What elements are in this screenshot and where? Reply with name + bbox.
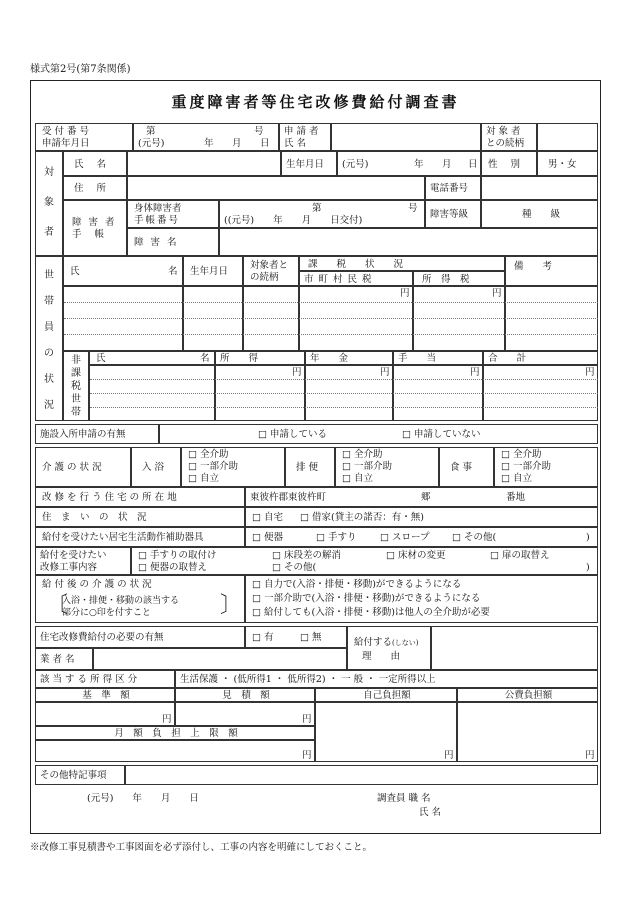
go-label: 号 <box>254 126 264 137</box>
relation-label-1: 対 象 者 <box>486 126 521 137</box>
after-note-2: 部分に○印を付すこと <box>62 608 151 618</box>
disability-name-label: 障 害 名 <box>134 237 179 248</box>
self-pay-yen: 円 <box>444 750 454 761</box>
work-label-1: 給付を受けたい <box>40 550 107 561</box>
toilet-label-cell <box>285 447 335 487</box>
living-label-cell <box>35 507 245 527</box>
nt-total-header <box>483 351 598 365</box>
monthly-limit-header <box>35 726 315 740</box>
public-pay-yen: 円 <box>585 750 595 761</box>
tax-income-label: 所 得 税 <box>422 274 470 285</box>
facility-no-checkbox[interactable]: □ 申請していない <box>402 429 481 440</box>
card-label-cell <box>127 200 219 228</box>
disability-name-field[interactable] <box>219 228 598 256</box>
subject-side-label: 対象者 <box>44 167 54 238</box>
rent-house-checkbox[interactable]: □ 借家(貸主の諾否：有・無) <box>300 512 424 523</box>
work-floor-checkbox[interactable]: □ 床材の変更 <box>386 550 446 561</box>
contractor-field[interactable] <box>93 648 347 670</box>
h-relation-header <box>243 256 299 286</box>
nontax-side-label: 非課税世帯 <box>71 355 81 418</box>
relation-label-cell <box>481 123 537 151</box>
gengo-label: (元号) <box>138 138 165 149</box>
nt-name-header <box>89 351 215 365</box>
reason-label-cell <box>347 626 431 670</box>
public-pay-field[interactable] <box>457 702 598 762</box>
location-field[interactable] <box>245 487 598 507</box>
handbook-label-2: 手 帳 <box>72 229 110 240</box>
h-name-label-1: 氏 <box>70 266 80 277</box>
income-class-label-cell <box>35 670 175 688</box>
sex-field[interactable] <box>537 151 598 176</box>
survey-form <box>30 80 601 834</box>
card-label-2: 手帳番号 <box>134 215 181 226</box>
card-go-label: 号 <box>408 203 418 214</box>
day-label: 日 <box>260 138 270 149</box>
reason-label-1: 給付する(しない) <box>354 637 419 648</box>
device-rail-checkbox[interactable]: □ 手すり <box>316 532 357 543</box>
h-row-divider <box>64 334 598 335</box>
sex-value: 男・女 <box>548 159 577 170</box>
tax-header <box>299 256 505 271</box>
subject-side-cell <box>35 151 63 256</box>
facility-yes-checkbox[interactable]: □ 申請している <box>258 429 327 440</box>
after-self-checkbox[interactable]: □ 自力で(入浴・排便・移動)ができるようになる <box>252 579 462 590</box>
bath-options <box>181 447 285 487</box>
income-class-options[interactable] <box>175 670 598 688</box>
birth-year-label: 年 <box>414 159 424 170</box>
card-dai-label: 第 <box>312 203 322 214</box>
nontax-side-cell <box>63 351 89 421</box>
income-class-values: 生活保護 ・ (低所得1 ・ 低所得2) ・ 一 般 ・ 一定所得以上 <box>180 674 436 685</box>
aid-device-options <box>245 527 598 547</box>
work-door-checkbox[interactable]: □ 扉の取替え <box>490 550 550 561</box>
meal-label-cell <box>439 447 494 487</box>
device-other-checkbox[interactable]: □ その他( <box>452 532 497 543</box>
birth-label-cell <box>281 151 337 176</box>
h-relation-label-2: の続柄 <box>250 272 279 283</box>
meal-part-checkbox[interactable]: □ 一部介助 <box>501 461 551 472</box>
grade-value: 種 級 <box>522 209 561 220</box>
base-amount-field[interactable] <box>35 702 175 726</box>
footer-date: (元号) 年 月 日 <box>87 793 199 804</box>
nt-row-divider <box>90 379 598 380</box>
grade-field[interactable] <box>481 200 598 228</box>
nt-total-label: 合 計 <box>488 353 527 364</box>
birth-month-label: 月 <box>442 159 452 170</box>
necessity-options <box>245 626 347 648</box>
household-side-cell <box>35 256 63 421</box>
nt-pension-label: 年 金 <box>310 353 349 364</box>
toilet-part-checkbox[interactable]: □ 一部介助 <box>342 461 392 472</box>
estimate-header <box>175 688 315 702</box>
monthly-limit-yen: 円 <box>302 750 312 761</box>
living-label: 住 ま い の 状 況 <box>42 512 147 523</box>
bath-full-checkbox[interactable]: □ 全介助 <box>188 449 229 460</box>
relation-label-2: との続柄 <box>486 138 525 149</box>
form-number: 様式第2号(第7条関係) <box>30 64 131 75</box>
h-name-header <box>63 256 183 286</box>
address-label: 住 所 <box>74 183 112 194</box>
monthly-limit-label: 月 額 負 担 上 限 額 <box>114 728 238 739</box>
form-title: 重度障害者等住宅改修費給付調査書 <box>171 93 460 111</box>
meal-options <box>494 447 598 487</box>
facility-label: 施設入所申請の有無 <box>40 429 126 440</box>
location-label-cell <box>35 487 245 507</box>
nt-income-header <box>215 351 305 365</box>
work-other-checkbox[interactable]: □ その他( <box>272 562 317 573</box>
h-row-divider <box>64 318 598 319</box>
name-label: 氏 名 <box>74 159 112 170</box>
nt-allowance-label: 手 当 <box>398 353 437 364</box>
after-note-1: 入浴・排便・移動の該当する <box>62 596 180 606</box>
nt-row-divider <box>90 393 598 394</box>
handbook-label-cell <box>63 200 127 256</box>
aid-device-label-cell <box>35 527 245 547</box>
base-amount-header <box>35 688 175 702</box>
nt-allowance-yen: 円 <box>470 367 480 378</box>
toilet-self-checkbox[interactable]: □ 自立 <box>342 473 373 484</box>
grade-label-cell <box>425 200 481 228</box>
card-label-1: 身体障害者 <box>134 203 182 214</box>
applicant-name-field[interactable] <box>331 123 481 151</box>
nt-pension-header <box>305 351 393 365</box>
meal-self-checkbox[interactable]: □ 自立 <box>501 473 532 484</box>
applicant-label-cell <box>279 123 331 151</box>
reason-small-label: (しない) <box>392 639 419 647</box>
public-pay-label: 公費負担額 <box>504 690 553 701</box>
remarks-label: 備 考 <box>514 261 553 272</box>
after-full-checkbox[interactable]: □ 給付しても(入浴・排便・移動)は他人の全介助が必要 <box>252 607 490 618</box>
nt-pension-yen: 円 <box>380 367 390 378</box>
work-rail-checkbox[interactable]: □ 手すりの取付け <box>138 550 217 561</box>
self-pay-field[interactable] <box>315 702 457 762</box>
contractor-label: 業 者 名 <box>40 654 75 665</box>
bath-part-checkbox[interactable]: □ 一部介助 <box>188 461 238 472</box>
tax-city-label: 市町村民税 <box>304 274 377 285</box>
toilet-options <box>335 447 439 487</box>
work-toilet-checkbox[interactable]: □ 便器の取替え <box>138 562 207 573</box>
tax-income-header <box>413 271 505 286</box>
nt-allowance-header <box>393 351 483 365</box>
device-toilet-checkbox[interactable]: □ 便器 <box>252 532 283 543</box>
inspector-name-label: 氏 名 <box>419 807 442 818</box>
nt-total-yen: 円 <box>585 367 595 378</box>
necessity-yes-checkbox[interactable]: □ 有 <box>252 632 274 643</box>
remarks-header <box>505 256 598 286</box>
bath-label-cell <box>131 447 181 487</box>
contractor-label-cell <box>35 648 93 670</box>
base-amount-yen: 円 <box>162 714 172 725</box>
receipt-value-cell[interactable] <box>133 123 279 151</box>
reason-field[interactable] <box>431 626 598 670</box>
birth-gengo-label: (元号) <box>342 159 369 170</box>
relation-field[interactable] <box>537 123 598 151</box>
footnote: ※改修工事見積書や工事図面を必ず添付し、工事の内容を明確にしておくこと。 <box>30 842 373 853</box>
birth-day-label: 日 <box>468 159 478 170</box>
device-other-close: ) <box>586 532 590 543</box>
h-name-label-2: 名 <box>168 266 178 277</box>
handbook-label-1: 障 害 者 <box>72 217 117 228</box>
work-label-cell <box>35 547 131 575</box>
public-pay-header <box>457 688 598 702</box>
dai-label: 第 <box>146 126 156 137</box>
name-label-cell <box>63 151 127 176</box>
phone-label-cell <box>425 176 481 200</box>
self-pay-label: 自己負担額 <box>363 690 411 701</box>
facility-label-cell <box>35 424 159 444</box>
household-side-label: 世帯員の状況 <box>44 270 54 411</box>
work-step-checkbox[interactable]: □ 床段差の解消 <box>272 550 341 561</box>
h-row-divider <box>64 302 598 303</box>
device-slope-checkbox[interactable]: □ スロープ <box>380 532 430 543</box>
estimate-field[interactable] <box>175 702 315 726</box>
meal-label: 食 事 <box>450 462 473 473</box>
sex-label-cell <box>481 151 537 176</box>
after-part-checkbox[interactable]: □ 一部介助で(入浴・排便・移動)ができるようになる <box>252 593 481 604</box>
birth-label: 生年月日 <box>286 159 325 170</box>
applied-date-label: 申請年月日 <box>42 138 90 149</box>
estimate-yen: 円 <box>302 714 312 725</box>
care-status-label: 介 護 の 状 況 <box>42 462 102 473</box>
self-pay-header <box>315 688 457 702</box>
grade-label: 障害等級 <box>430 209 469 220</box>
living-options <box>245 507 598 527</box>
aid-device-label: 給付を受けたい居宅生活動作補助器具 <box>42 532 204 543</box>
city-tax-yen: 円 <box>400 288 410 299</box>
base-amount-label: 基 準 額 <box>82 690 130 701</box>
care-status-label-cell <box>35 447 131 487</box>
monthly-limit-field[interactable] <box>35 740 315 762</box>
house-location-label: 改 修 を 行 う 住 宅 の 所 在 地 <box>42 492 177 503</box>
phone-field[interactable] <box>481 176 598 200</box>
bath-self-checkbox[interactable]: □ 自立 <box>188 473 219 484</box>
h-birth-label: 生年月日 <box>190 266 229 277</box>
go-unit-label: 郷 <box>421 492 431 503</box>
toilet-full-checkbox[interactable]: □ 全介助 <box>342 449 383 460</box>
other-notes-label-cell <box>35 765 125 785</box>
banchi-label: 番地 <box>506 492 526 503</box>
reason-label-2: 理 由 <box>362 651 401 662</box>
meal-full-checkbox[interactable]: □ 全介助 <box>501 449 542 460</box>
tax-header-label: 課 税 状 況 <box>308 259 404 270</box>
inspector-title-label: 調査員 職 名 <box>377 793 431 804</box>
income-tax-yen: 円 <box>492 288 502 299</box>
nt-income-yen: 円 <box>292 367 302 378</box>
phone-label: 電話番号 <box>430 183 469 194</box>
income-class-label: 該 当 す る 所 得 区 分 <box>40 674 138 685</box>
necessity-no-checkbox[interactable]: □ 無 <box>300 632 322 643</box>
after-care-label: 給 付 後 の 介 護 の 状 況 <box>42 579 152 590</box>
after-care-options <box>245 575 598 623</box>
work-label-2: 改修工事内容 <box>40 562 98 573</box>
nt-name-label-1: 氏 <box>96 353 106 364</box>
necessity-label: 住宅改修費給付の必要の有無 <box>40 632 164 643</box>
receipt-label-cell <box>35 123 133 151</box>
applicant-label: 申 請 者 <box>284 126 319 137</box>
birth-field[interactable] <box>337 151 481 176</box>
h-relation-label-1: 対象者と <box>250 260 289 271</box>
address-label-cell <box>63 176 127 200</box>
h-birth-header <box>183 256 243 286</box>
own-house-checkbox[interactable]: □ 自宅 <box>252 512 283 523</box>
year-label: 年 <box>204 138 214 149</box>
card-date-label: ((元号) 年 月 日交付) <box>224 215 363 226</box>
sex-label: 性 別 <box>488 159 526 170</box>
nt-income-label: 所 得 <box>220 353 259 364</box>
card-number-field[interactable] <box>219 200 425 228</box>
location-value: 東彼杵郡東彼杵町 <box>250 492 327 503</box>
work-other-close: ) <box>586 562 590 573</box>
disability-label-cell <box>127 228 219 256</box>
subject-name-field[interactable] <box>127 151 281 176</box>
receipt-number-label: 受 付 番 号 <box>42 126 90 137</box>
address-field[interactable] <box>127 176 425 200</box>
nt-name-label-2: 名 <box>200 353 210 364</box>
bath-label: 入 浴 <box>142 462 165 473</box>
work-options <box>131 547 598 575</box>
after-care-label-cell: 給 付 後 の 介 護 の 状 況 〔 入浴・排便・移動の該当する 部分に○印を付すこと 〕 <box>35 575 245 623</box>
tax-city-header <box>299 271 413 286</box>
other-notes-label: その他特記事項 <box>40 770 107 781</box>
month-label: 月 <box>232 138 242 149</box>
nt-row-divider <box>90 407 598 408</box>
estimate-label: 見 積 額 <box>222 690 270 701</box>
necessity-label-cell <box>35 626 245 648</box>
applicant-name-label: 氏 名 <box>284 138 307 149</box>
other-notes-field[interactable] <box>125 765 598 785</box>
toilet-label: 排 便 <box>296 462 319 473</box>
facility-options <box>159 424 598 444</box>
